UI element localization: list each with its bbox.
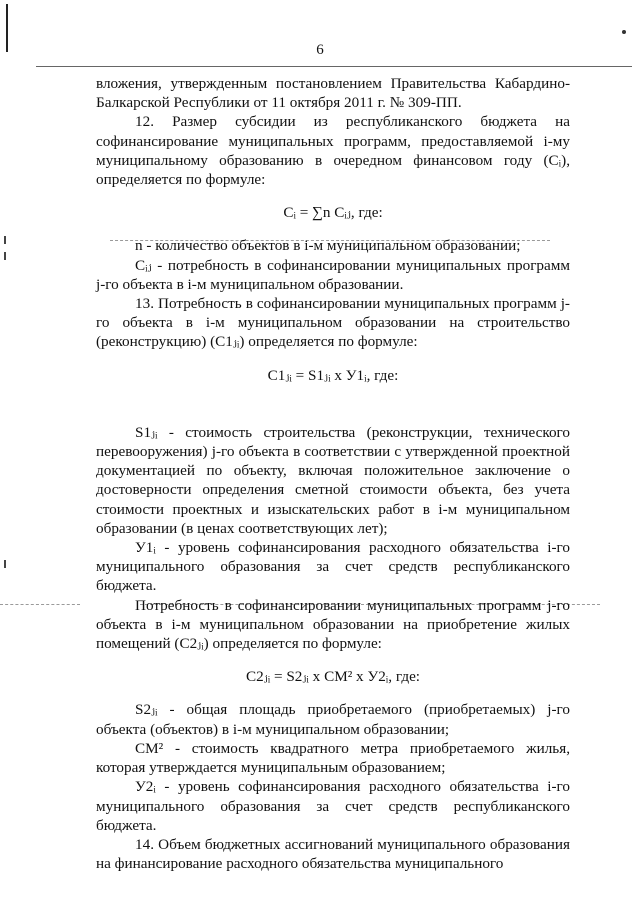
paragraph: S2ⱼᵢ - общая площадь приобретаемого (приобретаемых) j-го объекта (объектов) в i-м муниципальном образовании; (96, 701, 570, 738)
paragraph: вложения, утвержденным постановлением Правительства Кабардино-Балкарской Республики от 11 октября 2011 г. № 309-ПП. (96, 75, 570, 112)
paragraph: n - количество объектов в i-м муниципальном образовании; (135, 237, 521, 255)
formula: C2ⱼᵢ = S2ⱼᵢ x CM² x У2ᵢ, где: (245, 668, 421, 686)
page-number: 6 (316, 42, 324, 58)
scan-margin-mark (4, 236, 6, 244)
paragraph: CM² - стоимость квадратного метра приобретаемого жилья, которая утверждается муниципальным образованием; (96, 739, 570, 777)
scan-margin-mark (4, 252, 6, 260)
header-rule (36, 66, 632, 67)
paragraph: S1ⱼᵢ - стоимость строительства (реконструкции, технического перевооружения) j-го объекта в соответствии с утвержденной проектной документацией по объекту, включая положительное заключение о достоверности определения сметной стоимости объекта, без учета стоимости проектных и изыскательских работ в i-м муниципальном образовании (в ценах соответствующих лет); (96, 423, 570, 537)
paragraph: Cᵢⱼ - потребность в софинансировании муниципальных программ j-го объекта в i-м муниципальном образовании. (96, 256, 570, 293)
scan-margin-mark (4, 560, 6, 568)
paragraph: 13. Потребность в софинансировании муниципальных программ j-го объекта в i-м муниципальном образовании на строительство (реконструкцию) (C1ⱼᵢ) определяется по формуле: (96, 295, 570, 351)
paragraph: У1ᵢ - уровень софинансирования расходного обязательства i-го муниципального образования за счет средств республиканского бюджета. (96, 539, 570, 595)
formula: C1ⱼᵢ = S1ⱼᵢ x У1ᵢ, где: (267, 366, 399, 384)
paragraph: Потребность в софинансировании муниципальных программ j-го объекта в i-м муниципальном образовании на приобретение жилых помещений (C2ⱼᵢ) определяется по формуле: (96, 596, 570, 653)
scan-artifact-line (0, 604, 80, 605)
paragraph: 12. Размер субсидии из республиканского бюджета на софинансирование муниципальных программ, предоставляемой i-му муниципальному образованию в очередном финансовом году (Cᵢ), определяется по формуле: (96, 113, 570, 189)
formula: Cᵢ = ∑n Cᵢⱼ, где: (283, 204, 383, 222)
paragraph: 14. Объем бюджетных ассигнований муниципального образования на финансирование расходного обязательства муниципального (96, 835, 570, 873)
spacer (96, 399, 570, 423)
document-body (96, 74, 570, 873)
scan-speck (622, 30, 626, 34)
paragraph: У2ᵢ - уровень софинансирования расходного обязательства i-го муниципального образования за счет средств республиканского бюджета. (96, 778, 570, 834)
